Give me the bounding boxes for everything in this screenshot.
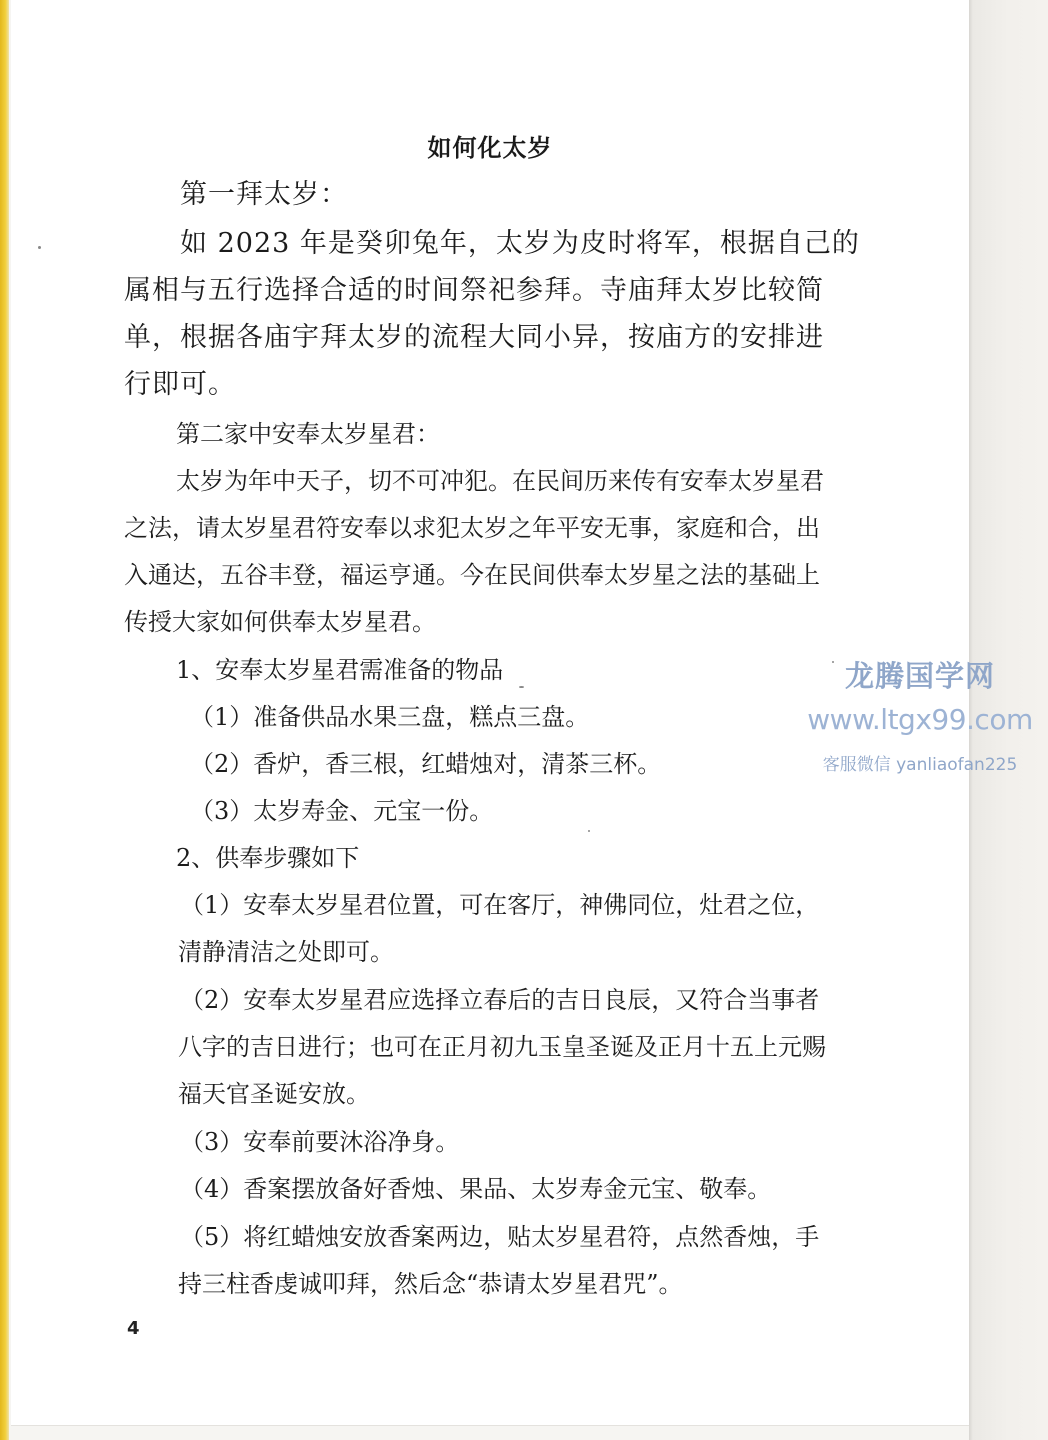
page-number: 4	[127, 1318, 140, 1339]
paragraph-line: 单，根据各庙宇拜太岁的流程大同小异，按庙方的安排进	[124, 322, 824, 353]
paragraph-line: 传授大家如何供奉太岁星君。	[124, 608, 436, 636]
step-line: 福天官圣诞安放。	[178, 1080, 370, 1108]
paragraph-line: 之法，请太岁星君符安奉以求犯太岁之年平安无事，家庭和合，出	[124, 514, 820, 542]
watermark-brand: 龙腾国学网	[844, 659, 995, 693]
scan-speck	[38, 246, 41, 249]
steps-heading: 2、供奉步骤如下	[176, 844, 360, 872]
watermark-contact: 客服微信 yanliaofan225	[822, 755, 1018, 775]
scan-speck	[519, 686, 524, 688]
binding-strip	[0, 0, 9, 1440]
step-line: （4）香案摆放备好香烛、果品、太岁寿金元宝、敬奉。	[180, 1175, 772, 1203]
paragraph-line: 太岁为年中天子，切不可冲犯。在民间历来传有安奉太岁星君	[176, 467, 824, 495]
paragraph-line: 入通达，五谷丰登，福运亨通。今在民间供奉太岁星之法的基础上	[124, 561, 820, 589]
step-line: （1）安奉太岁星君位置，可在客厅，神佛同位，灶君之位，	[180, 891, 820, 919]
section-heading-home-enshrine: 第二家中安奉太岁星君：	[176, 420, 440, 448]
prep-heading: 1、安奉太岁星君需准备的物品	[176, 656, 504, 684]
prep-item: （2）香炉，香三根，红蜡烛对，清茶三杯。	[190, 750, 662, 778]
step-line: （5）将红蜡烛安放香案两边，贴太岁星君符，点然香烛，手	[180, 1223, 820, 1251]
step-line: （2）安奉太岁星君应选择立春后的吉日良辰，又符合当事者	[180, 986, 820, 1014]
step-line: 清静清洁之处即可。	[178, 938, 394, 966]
paragraph-line: 如 2023 年是癸卯兔年，太岁为皮时将军，根据自己的	[180, 228, 860, 259]
step-line: 持三柱香虔诚叩拜，然后念“恭请太岁星君咒”。	[178, 1270, 683, 1298]
step-line: （3）安奉前要沐浴净身。	[180, 1128, 460, 1156]
prep-item: （3）太岁寿金、元宝一份。	[190, 797, 494, 825]
paragraph-line: 属相与五行选择合适的时间祭祀参拜。寺庙拜太岁比较简	[124, 275, 824, 306]
page-title: 如何化太岁	[427, 133, 553, 162]
paragraph-line: 行即可。	[124, 369, 236, 400]
watermark-url: www.ltgx99.com	[807, 703, 1033, 736]
section-heading-bai-taisui: 第一拜太岁：	[180, 179, 348, 210]
scan-speck	[588, 830, 590, 832]
step-line: 八字的吉日进行；也可在正月初九玉皇圣诞及正月十五上元赐	[178, 1033, 826, 1061]
prep-item: （1）准备供品水果三盘，糕点三盘。	[190, 703, 590, 731]
